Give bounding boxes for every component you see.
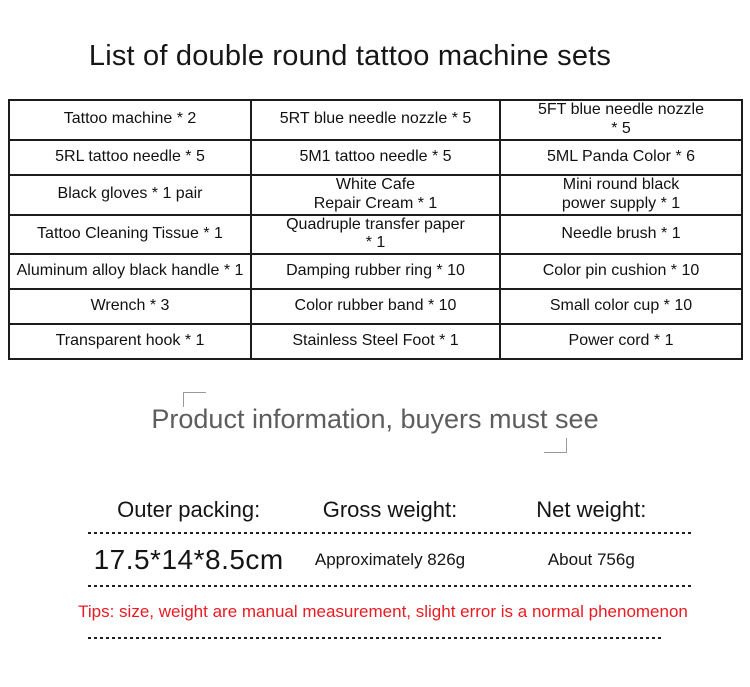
section-title: Product information, buyers must see	[151, 404, 599, 434]
table-cell	[500, 175, 742, 215]
table-cell	[251, 140, 500, 175]
cell-text: 5RL tattoo needle * 5	[55, 147, 205, 165]
cell-text: 5RT blue needle nozzle * 5	[279, 110, 472, 128]
cell-text: Aluminum alloy black handle * 1	[16, 262, 244, 280]
table-row	[9, 100, 742, 140]
cell-text: White Cafe Repair Cream * 1	[313, 175, 438, 212]
table-row	[9, 289, 742, 324]
table-cell	[500, 254, 742, 289]
cell-text: Stainless Steel Foot * 1	[292, 332, 459, 350]
cell-text: Black gloves * 1 pair	[57, 185, 203, 203]
cell-text: Mini round black power supply * 1	[561, 175, 681, 212]
corner-bracket-bottom-right-icon	[544, 438, 567, 453]
kit-contents-table	[8, 99, 743, 360]
gross-weight-label: Gross weight:	[322, 497, 458, 522]
table-cell	[9, 324, 251, 359]
table-cell	[9, 140, 251, 175]
cell-text: Tattoo Cleaning Tissue * 1	[37, 224, 223, 242]
table-cell	[251, 289, 500, 324]
cell-text: Tattoo machine * 2	[63, 110, 197, 128]
outer-packing-value: 17.5*14*8.5cm	[93, 543, 284, 575]
table-row	[9, 254, 742, 289]
cell-text: Color pin cushion * 10	[542, 262, 700, 280]
info-labels-row	[88, 488, 692, 532]
table-cell	[251, 324, 500, 359]
table-cell	[9, 254, 251, 289]
cell-text: Wrench * 3	[90, 297, 170, 315]
page-title: List of double round tattoo machine sets	[88, 40, 612, 72]
table-cell	[500, 140, 742, 175]
table-cell	[9, 289, 251, 324]
info-values-row	[88, 534, 692, 585]
cell-text: Quadruple transfer paper * 1	[286, 215, 465, 252]
cell-text: 5M1 tattoo needle * 5	[299, 147, 452, 165]
table-cell	[500, 324, 742, 359]
table-cell	[251, 100, 500, 140]
cell-text: Transparent hook * 1	[55, 332, 205, 350]
net-weight-value: About 756g	[547, 549, 635, 569]
gross-weight-value: Approximately 826g	[314, 549, 466, 569]
table-cell	[251, 215, 500, 255]
table-cell	[500, 289, 742, 324]
table-cell	[251, 175, 500, 215]
cell-text: Small color cup * 10	[549, 297, 693, 315]
table-cell	[251, 254, 500, 289]
cell-text: Color rubber band * 10	[294, 297, 457, 315]
cell-text: 5ML Panda Color * 6	[547, 147, 695, 165]
dashed-divider	[88, 637, 663, 639]
table-row	[9, 324, 742, 359]
product-info-block	[78, 488, 692, 639]
table-cell	[500, 215, 742, 255]
table-row	[9, 175, 742, 215]
table-cell	[9, 215, 251, 255]
cell-text: Damping rubber ring * 10	[286, 262, 465, 280]
net-weight-label: Net weight:	[536, 497, 647, 522]
outer-packing-label: Outer packing:	[117, 497, 261, 522]
table-cell	[9, 175, 251, 215]
cell-text: Power cord * 1	[568, 332, 674, 350]
table-cell	[500, 100, 742, 140]
table-row	[9, 140, 742, 175]
table-row	[9, 215, 742, 255]
cell-text: 5FT blue needle nozzle * 5	[537, 101, 705, 137]
tips-text: Tips: size, weight are manual measurement, slight error is a normal phenomenon	[78, 602, 688, 621]
table-cell	[9, 100, 251, 140]
cell-text: Needle brush * 1	[561, 224, 681, 242]
